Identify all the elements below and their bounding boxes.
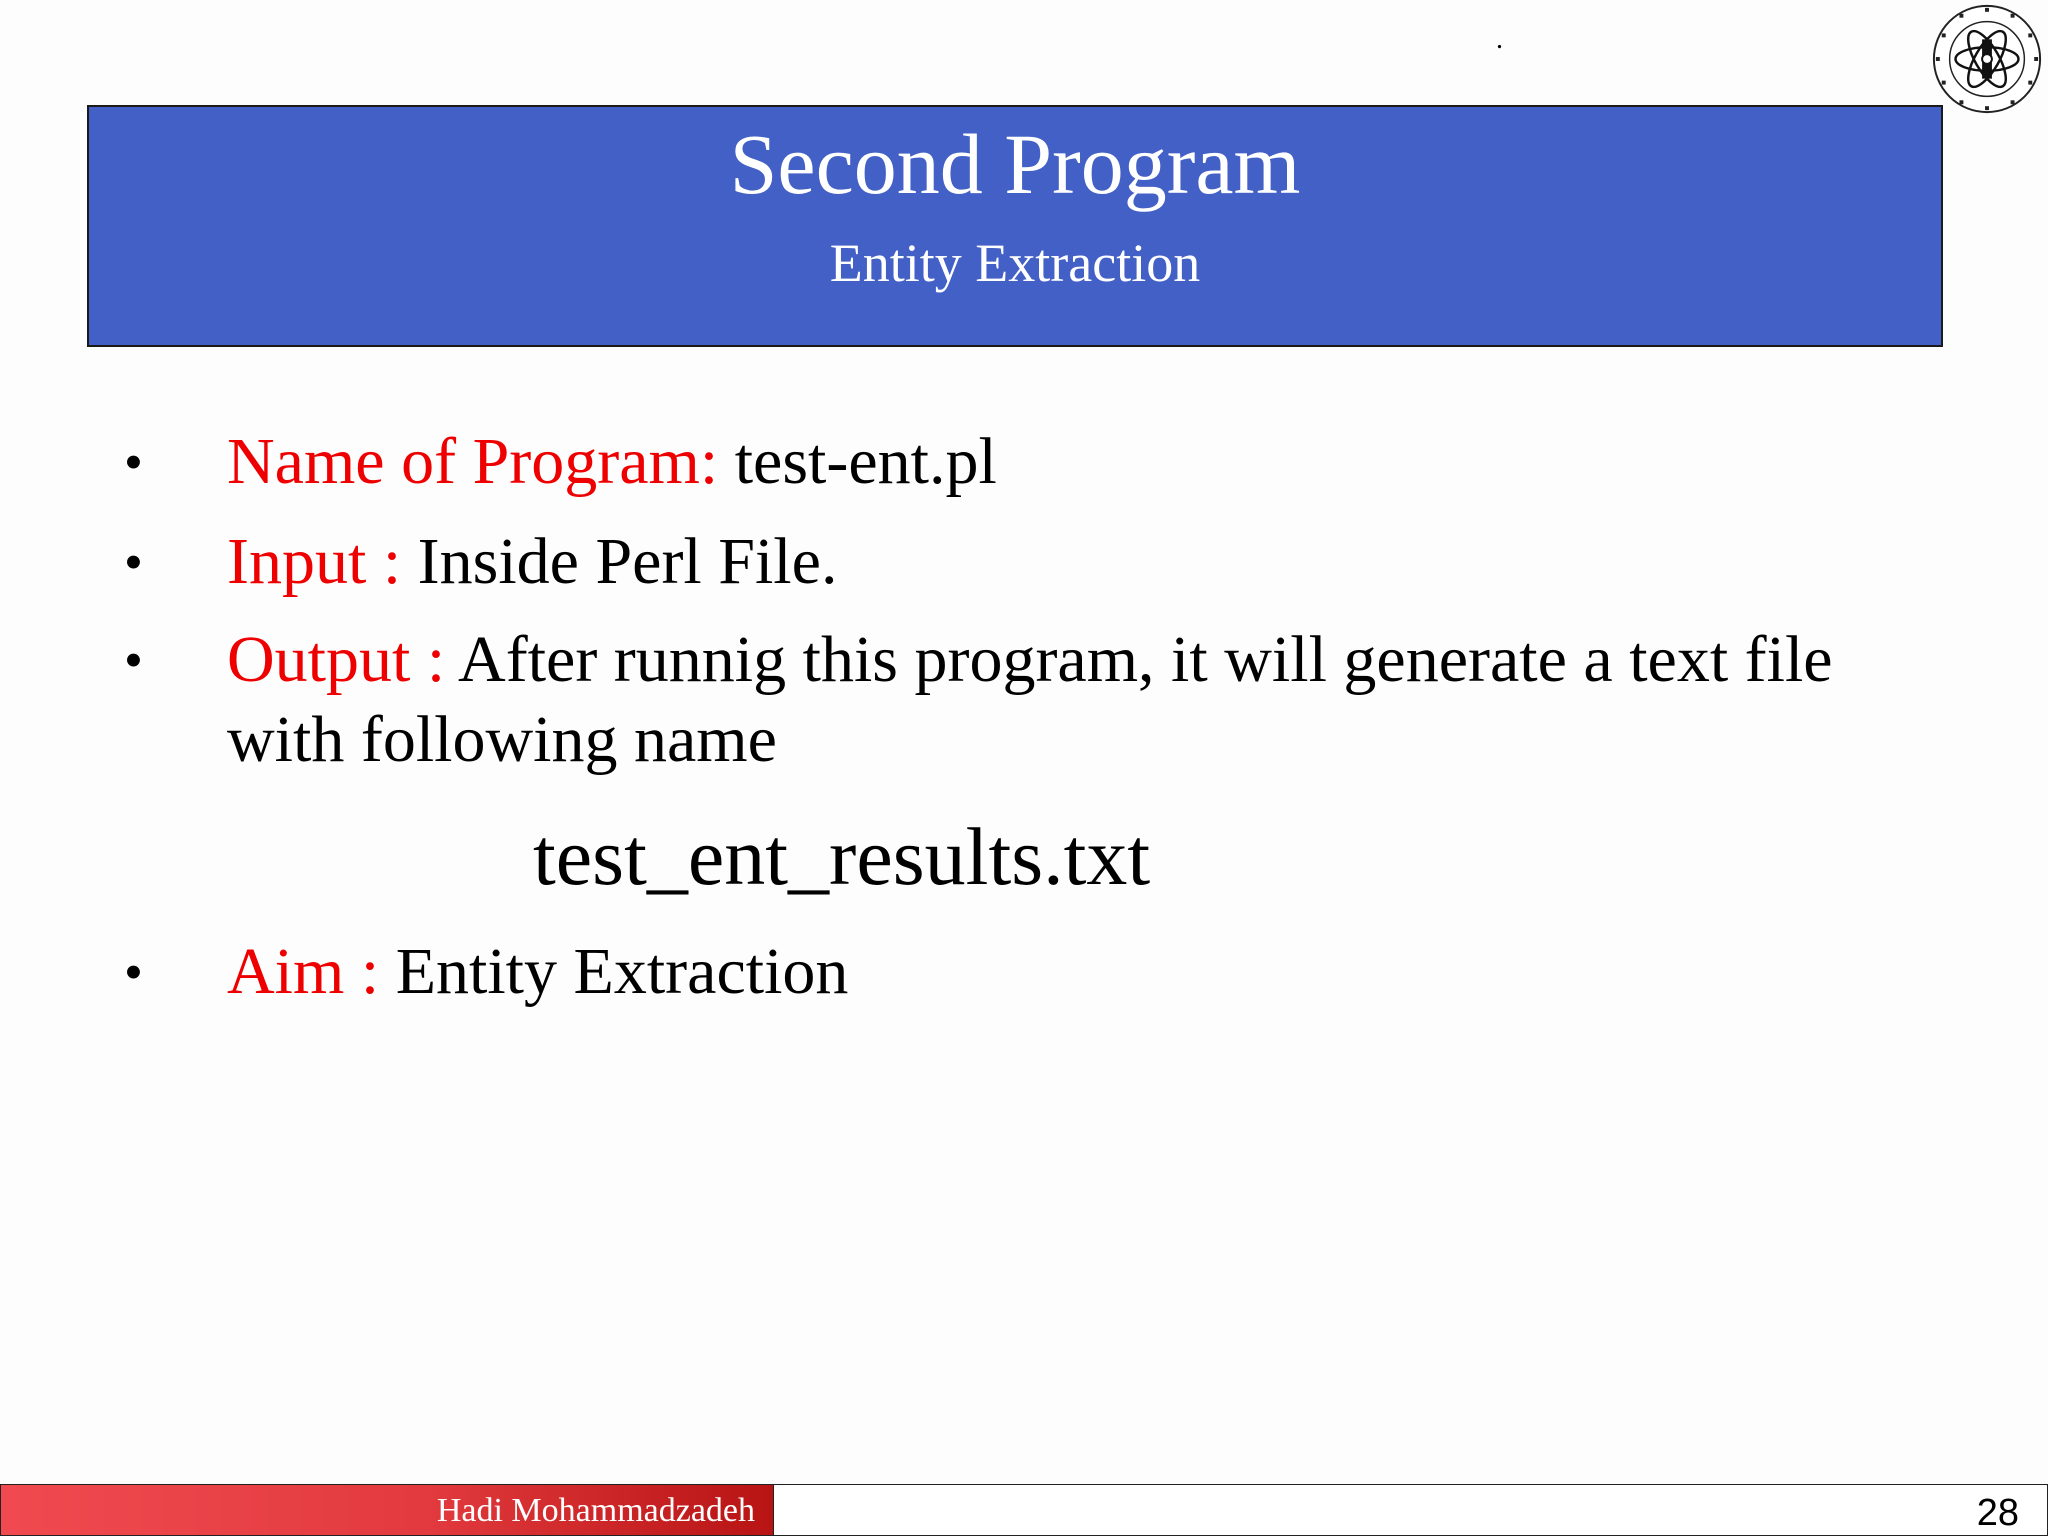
bullet-text — [227, 932, 1847, 1012]
footer-author: Hadi Mohammadzadeh — [436, 1492, 755, 1529]
title-banner — [87, 105, 1943, 347]
bullet-label: Input : — [227, 525, 402, 598]
footer-page-box — [774, 1484, 2048, 1536]
bullet-marker: • — [124, 532, 143, 592]
bullet-label: Output : — [227, 623, 446, 696]
bullet-value: Entity Extraction — [379, 935, 849, 1008]
bullet-value: Inside Perl File. — [401, 525, 838, 598]
footer-bar — [0, 1484, 2048, 1536]
bullet-marker: • — [124, 942, 143, 1002]
bullet-item-input — [0, 522, 2048, 602]
bullet-label: Aim : — [227, 935, 380, 1008]
top-dot: . — [1496, 24, 1503, 55]
bullet-marker: • — [124, 432, 143, 492]
bullet-item-output — [0, 620, 2048, 780]
bullet-item-name — [0, 422, 2048, 502]
slide-title: Second Program — [729, 116, 1301, 212]
output-filename: test_ent_results.txt — [533, 811, 1151, 902]
bullet-text — [227, 522, 1847, 602]
slide-subtitle: Entity Extraction — [829, 233, 1201, 293]
bullet-marker: • — [124, 630, 143, 690]
bullet-value: After runnig this program, it will generate a text file with following name — [227, 623, 1833, 776]
bullet-text — [227, 422, 1847, 502]
bullet-text — [227, 620, 1837, 780]
bullet-label: Name of Program: — [227, 425, 719, 498]
page-number: 28 — [1976, 1492, 2019, 1534]
bullet-value: test-ent.pl — [718, 425, 997, 498]
bullet-item-aim — [0, 932, 2048, 1012]
university-ulm-seal-icon — [1928, 0, 2046, 118]
footer-author-box — [0, 1484, 774, 1536]
